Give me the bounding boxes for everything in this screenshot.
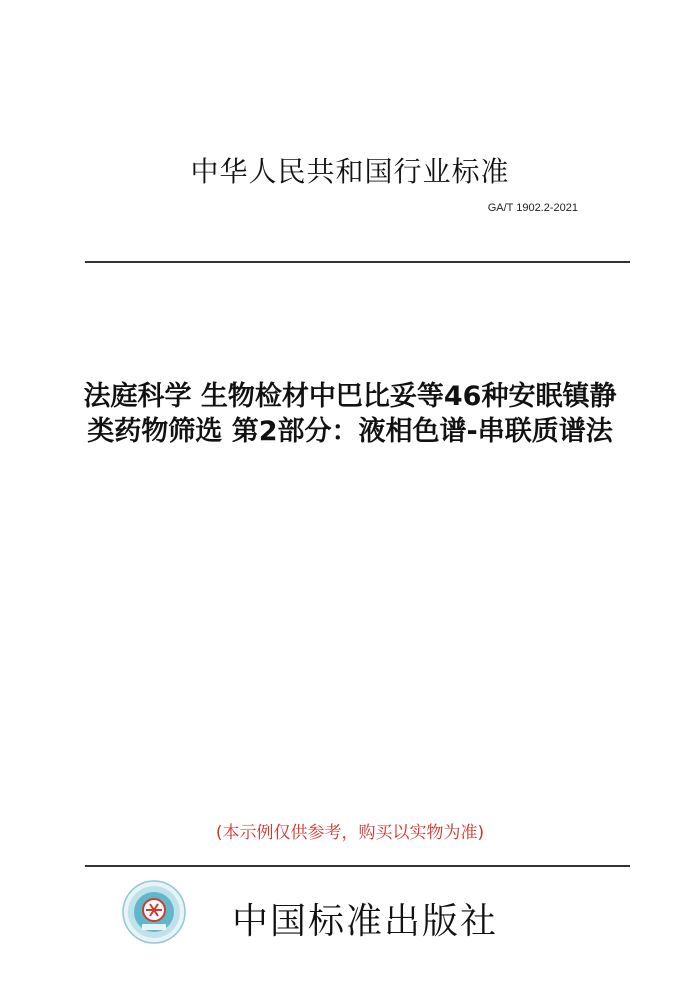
sample-notice: (本示例仅供参考，购买以实物为准) xyxy=(215,823,485,843)
document-title-line-2: 类药物筛选 第2部分：液相色谱-串联质谱法 xyxy=(87,416,613,447)
standard-type-heading: 中华人民共和国行业标准 xyxy=(190,155,510,188)
publisher-seal-icon xyxy=(122,880,186,944)
publisher-name: 中国标准出版社 xyxy=(232,901,499,942)
document-title-line-1: 法庭科学 生物检材中巴比妥等46种安眠镇静 xyxy=(83,381,617,412)
top-divider xyxy=(85,261,630,263)
bottom-divider xyxy=(85,865,630,867)
standard-code: GA/T 1902.2-2021 xyxy=(487,202,578,214)
